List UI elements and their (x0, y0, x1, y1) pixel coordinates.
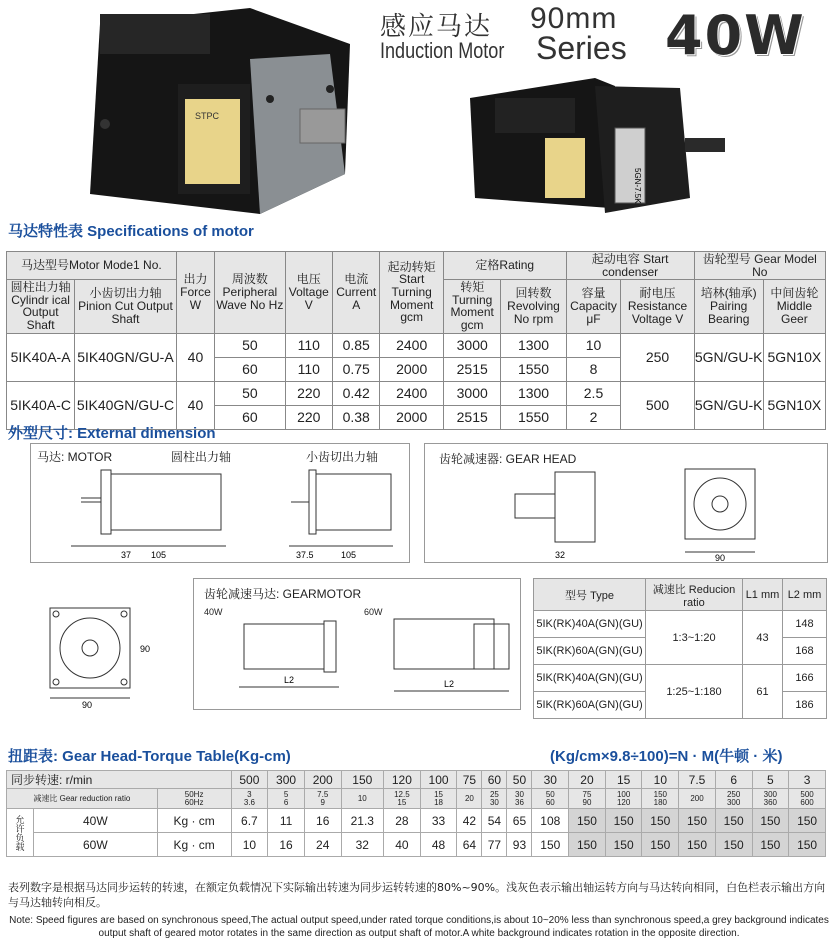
svg-text:105: 105 (341, 550, 357, 560)
ratio-50: 50 (545, 789, 555, 799)
cell: 0.42 (333, 381, 380, 405)
torque-cell: 150 (679, 833, 716, 857)
ratio-cell (457, 789, 482, 809)
speed-cell: 200 (304, 771, 341, 789)
h-model: 马达型号Motor Mode1 No. (7, 252, 177, 280)
cell: 1300 (501, 381, 566, 405)
torque-cell: 93 (507, 833, 532, 857)
speed-cell: 10 (642, 771, 679, 789)
ratio-row (7, 789, 826, 809)
torque-cell: 6.7 (231, 809, 268, 833)
h-curr: 电流 Current A (333, 252, 380, 334)
cell: 2515 (443, 405, 501, 429)
speed-cell: 15 (605, 771, 642, 789)
svg-text:37.5: 37.5 (296, 550, 314, 560)
torque-cell: 150 (569, 833, 606, 857)
cell: 40 (176, 333, 215, 381)
motor-photo (60, 4, 360, 218)
cell: 60 (215, 357, 285, 381)
gearmotor-label: 齿轮减速马达: GEARMOTOR (204, 587, 362, 601)
speed-cell: 50 (507, 771, 532, 789)
torque-table (6, 770, 826, 857)
title-en: Induction Motor (380, 38, 505, 63)
torque-cell: 28 (384, 809, 421, 833)
torque-cell: 21.3 (341, 809, 383, 833)
h-pin: 小齿切出力轴 Pinion Cut Output Shaft (75, 280, 177, 333)
ratio-50: 25 (489, 789, 499, 799)
h-force: 出力 Force W (176, 252, 215, 334)
title-series: Series (536, 30, 627, 66)
torque-cell: 65 (507, 809, 532, 833)
table-row (534, 611, 827, 638)
w40-label: 40W (204, 607, 223, 617)
cell: 3000 (443, 381, 501, 405)
torque-cell: 150 (715, 833, 752, 857)
torque-cell: 150 (605, 833, 642, 857)
cell: 1:3~1:20 (646, 611, 743, 665)
cell: 220 (285, 405, 332, 429)
torque-cell: 150 (642, 809, 679, 833)
torque-formula: (Kg/cm×9.8÷100)=N · M(牛顿 · 米) (550, 748, 783, 765)
torque-cell: 64 (457, 833, 482, 857)
cell: 1550 (501, 357, 566, 381)
ratio-cell (304, 789, 341, 809)
cell: 168 (783, 638, 827, 665)
h-type: 型号 Type (534, 579, 646, 611)
cell: 50 (215, 333, 285, 357)
torque-cell: 150 (679, 809, 716, 833)
cyl-label: 圆柱出力轴 (171, 450, 232, 464)
ratio-cell (268, 789, 305, 809)
h-wave: 周波数 Peripheral Wave No Hz (215, 252, 285, 334)
cell: 166 (783, 665, 827, 692)
ratio-60: 120 (616, 797, 631, 807)
ratio-cell (679, 789, 716, 809)
cell: 2.5 (566, 381, 621, 405)
allow-label: 允许负载 (7, 809, 34, 857)
torque-cell: 33 (420, 809, 457, 833)
cell: 0.75 (333, 357, 380, 381)
cell: 500 (621, 381, 694, 429)
gearmotor-dimension-drawing (194, 609, 522, 709)
cell: 0.85 (333, 333, 380, 357)
svg-text:90: 90 (715, 553, 726, 562)
ratio-50: 200 (690, 793, 704, 803)
speed-cell: 120 (384, 771, 421, 789)
gear-label: 齿轮减速器: GEAR HEAD (439, 452, 577, 466)
cell: 186 (783, 692, 827, 719)
cell: 2400 (380, 381, 444, 405)
h-mid: 中间齿轮 Middle Geer (763, 280, 825, 333)
svg-text:90: 90 (82, 700, 93, 710)
torque-cell: 24 (304, 833, 341, 857)
torque-cell: 150 (642, 833, 679, 857)
h-volt: 电压 Voltage V (285, 252, 332, 334)
ratio-60: 3.6 (243, 797, 255, 807)
torque-cell: 150 (569, 809, 606, 833)
cell: 5GN10X (763, 381, 825, 429)
cell: 5IK40A-C (7, 381, 75, 429)
brand-label: STPC (195, 111, 220, 121)
speed-cell: 300 (268, 771, 305, 789)
nameplate-label: 5GN-7.5K (633, 168, 642, 204)
ratio-cell (752, 789, 789, 809)
h-ratio: 减速比 Reducion ratio (646, 579, 743, 611)
table-row (7, 333, 826, 357)
ratio-50: 250 (726, 789, 741, 799)
speed-cell: 150 (341, 771, 383, 789)
ratio-label: 减速比 Gear reduction ratio (7, 789, 158, 809)
speed-row (7, 771, 826, 789)
h-rating: 定格Rating (443, 252, 566, 280)
torque-cell: 108 (532, 809, 569, 833)
ratio-60: 60 (545, 797, 555, 807)
ratio-cell (715, 789, 752, 809)
ratio-60: 300 (726, 797, 741, 807)
section-torque-title: 扭距表: Gear Head-Torque Table(Kg-cm) (8, 748, 291, 765)
svg-text:105: 105 (151, 550, 167, 560)
torque-cell: 150 (715, 809, 752, 833)
cell: 0.38 (333, 405, 380, 429)
cell: 220 (285, 381, 332, 405)
torque-cell: 150 (752, 833, 789, 857)
ratio-60: 9 (320, 797, 325, 807)
gearhead-drawing (424, 443, 828, 563)
cell: 5GN10X (763, 333, 825, 381)
ratio-50: 150 (653, 789, 667, 799)
cell: 5IK40GN/GU-A (75, 333, 177, 381)
cell: 8 (566, 357, 621, 381)
torque-cell: 150 (605, 809, 642, 833)
ratio-50: 100 (616, 789, 631, 799)
ratio-cell (231, 789, 268, 809)
svg-text:37: 37 (121, 550, 132, 560)
cell: 2000 (380, 357, 444, 381)
watt-cell: 40W (34, 809, 158, 833)
table-row (7, 381, 826, 405)
h-pair: 培林(轴承) Pairing Bearing (694, 280, 763, 333)
cell: 40 (176, 381, 215, 429)
ratio-50: 500 (800, 789, 814, 799)
title-watt: 40W (665, 4, 806, 67)
h-gear: 齿轮型号 Gear Model No (694, 252, 825, 280)
cell: 2000 (380, 405, 444, 429)
ratio-cell (420, 789, 457, 809)
w60-label: 60W (364, 607, 383, 617)
h-turn: 转矩 Turning Moment gcm (443, 280, 501, 333)
ratio-50: 10 (357, 793, 367, 803)
gearmotor-photo (455, 68, 735, 218)
torque-cell: 16 (304, 809, 341, 833)
title-cn: 感应马达 (380, 12, 493, 42)
section-spec-title: 马达特性表 Specifications of motor (8, 223, 254, 240)
cell: 43 (743, 611, 783, 665)
ratio-60: 180 (653, 797, 667, 807)
ratio-cell (789, 789, 826, 809)
torque-cell: 48 (420, 833, 457, 857)
speed-cell: 7.5 (679, 771, 716, 789)
torque-cell: 40 (384, 833, 421, 857)
cell: 2400 (380, 333, 444, 357)
unit-cell: Kg · cm (157, 833, 231, 857)
cell: 5GN/GU-K (694, 333, 763, 381)
section-ext-title: 外型尺寸: External dimension (8, 425, 216, 442)
torque-cell: 150 (789, 833, 826, 857)
speed-cell: 60 (482, 771, 507, 789)
ratio-50: 300 (763, 789, 778, 799)
ratio-cell (384, 789, 421, 809)
cell: 148 (783, 611, 827, 638)
torque-cell: 150 (752, 809, 789, 833)
cell: 250 (621, 333, 694, 381)
svg-text:32: 32 (555, 550, 566, 560)
h-rev: 回转数 Revolving No rpm (501, 280, 566, 333)
ratio-50: 7.5 (317, 789, 329, 799)
ratio-50: 12.5 (394, 789, 410, 799)
speed-cell: 500 (231, 771, 268, 789)
svg-text:L2: L2 (284, 675, 295, 685)
motor-label: 马达: MOTOR (37, 450, 113, 464)
speed-cell: 100 (420, 771, 457, 789)
speed-cell: 75 (457, 771, 482, 789)
cell: 50 (215, 381, 285, 405)
ratio-cell (341, 789, 383, 809)
cell: 2 (566, 405, 621, 429)
cell: 5IK(RK)40A(GN)(GU) (534, 665, 646, 692)
h-cyl: 圆柱出力轴 Cylindr ical Output Shaft (7, 280, 75, 333)
cell: 10 (566, 333, 621, 357)
note-en: Note: Speed figures are based on synchronous speed,The actual output speed,under rated torque conditions,is about 10~20% less than synchronous speed,a grey background indicates output shaft of geared motor rotates in the same direction as output shaft of motor.A white background indicates rotation in the opposite direction. (9, 915, 829, 939)
h-l1: L1 mm (743, 579, 783, 611)
torque-cell: 10 (231, 833, 268, 857)
spec-table (6, 251, 826, 430)
ratio-60: 600 (800, 797, 814, 807)
pin-label: 小齿切出力轴 (306, 450, 379, 464)
ratio-cell (605, 789, 642, 809)
h-start: 起动转矩 Start Turning Moment gcm (380, 252, 444, 334)
motor-dimension-drawing (31, 464, 411, 562)
h-cap: 容量 Capacity μF (566, 280, 621, 333)
ratio-60: 6 (283, 797, 289, 807)
speed-cell: 20 (569, 771, 606, 789)
torque-cell: 32 (341, 833, 383, 857)
ratio-50: 3 (247, 789, 252, 799)
svg-text:L2: L2 (444, 679, 455, 689)
unit-cell: Kg · cm (157, 809, 231, 833)
hz-cell (157, 789, 231, 809)
speed-cell: 6 (715, 771, 752, 789)
torque-cell: 150 (532, 833, 569, 857)
ratio-50: 30 (515, 789, 524, 799)
speed-cell: 3 (789, 771, 826, 789)
cell: 1550 (501, 405, 566, 429)
speed-cell: 30 (532, 771, 569, 789)
motor-drawing (30, 443, 410, 563)
h-l2: L2 mm (783, 579, 827, 611)
cell: 110 (285, 357, 332, 381)
ratio-cell (569, 789, 606, 809)
torque-cell: 16 (268, 833, 305, 857)
ratio-cell (507, 789, 532, 809)
cell: 1300 (501, 333, 566, 357)
title-size: 90mm (530, 2, 618, 35)
ratio-50: 15 (434, 789, 443, 799)
cell: 5IK40A-A (7, 333, 75, 381)
watt-cell: 60W (34, 833, 158, 857)
speed-label: 同步转速: r/min (7, 771, 232, 789)
torque-cell: 54 (482, 809, 507, 833)
cell: 5IK(RK)60A(GN)(GU) (534, 638, 646, 665)
ratio-60: 90 (582, 797, 592, 807)
ratio-cell (482, 789, 507, 809)
torque-cell: 11 (268, 809, 305, 833)
ratio-cell (642, 789, 679, 809)
torque-cell: 42 (457, 809, 482, 833)
table-row (534, 665, 827, 692)
svg-text:90: 90 (140, 644, 151, 654)
cell: 61 (743, 665, 783, 719)
h-res: 耐电压 Resistance Voltage V (621, 280, 694, 333)
front-view-drawing (20, 590, 180, 710)
note-cn: 表列数字是根据马达同步运转的转速，在额定负载情况下实际输出转速为同步运转转速的80%~90%。浅灰色表示输出轴运转方向与马达转向相同，白色栏表示输出方向与马达轴转向相反。 (8, 881, 826, 909)
ratio-60: 15 (397, 797, 407, 807)
cell: 5IK40GN/GU-C (75, 381, 177, 429)
cell: 60 (215, 405, 285, 429)
speed-cell: 5 (752, 771, 789, 789)
gearmotor-drawing (193, 578, 521, 710)
ratio-60: 18 (434, 797, 443, 807)
ratio-50: 5 (283, 789, 289, 799)
ratio-60: 30 (489, 797, 499, 807)
ratio-60: 36 (515, 797, 524, 807)
cell: 5IK(RK)40A(GN)(GU) (534, 611, 646, 638)
ratio-50: 75 (582, 789, 592, 799)
torque-cell: 77 (482, 833, 507, 857)
ratio-cell (532, 789, 569, 809)
torque-row (7, 833, 826, 857)
hz50: 50Hz (184, 789, 204, 799)
cell: 5GN/GU-K (694, 381, 763, 429)
gearhead-table (533, 578, 827, 719)
cell: 1:25~1:180 (646, 665, 743, 719)
ratio-50: 20 (464, 793, 474, 803)
torque-cell: 150 (789, 809, 826, 833)
cell: 5IK(RK)60A(GN)(GU) (534, 692, 646, 719)
ratio-60: 360 (763, 797, 778, 807)
cell: 110 (285, 333, 332, 357)
h-cond: 起动电容 Start condenser (566, 252, 694, 280)
torque-row (7, 809, 826, 833)
hz60: 60Hz (184, 797, 204, 807)
gearhead-dimension-drawing (425, 464, 829, 562)
cell: 2515 (443, 357, 501, 381)
cell: 3000 (443, 333, 501, 357)
